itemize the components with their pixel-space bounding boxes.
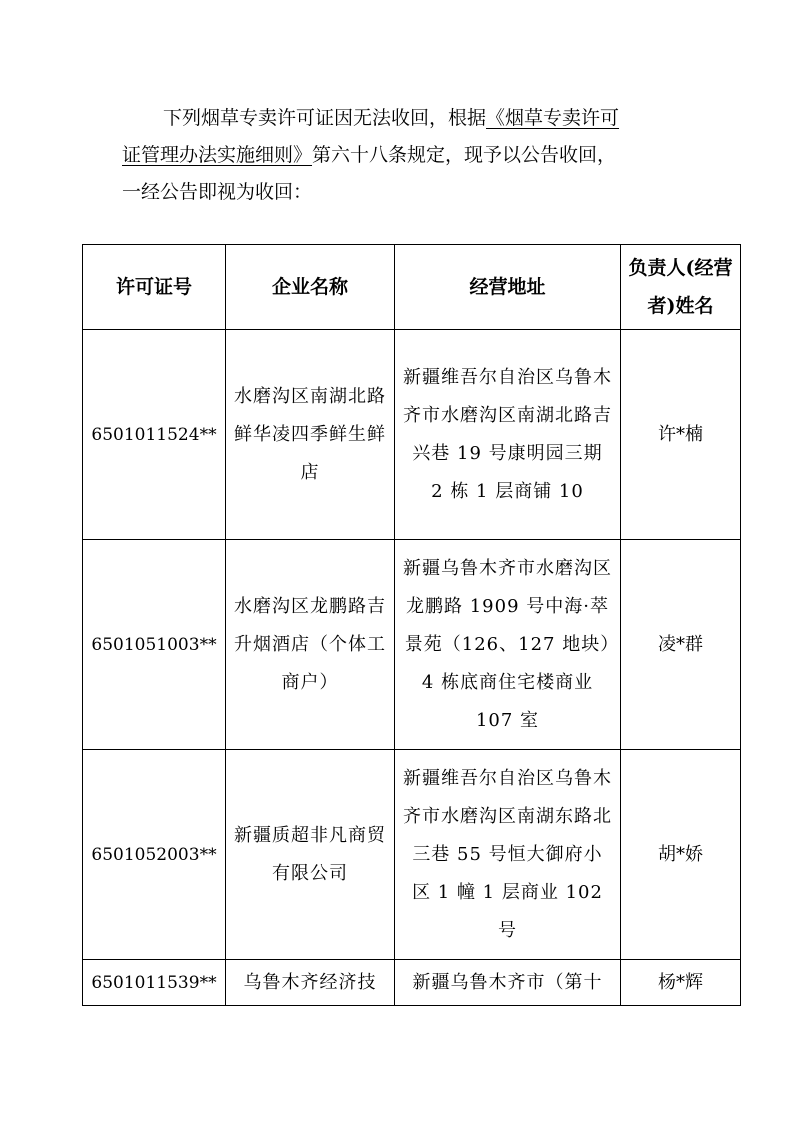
company-name: 水磨沟区龙鹏路吉升烟酒店（个体工商户） — [226, 540, 395, 750]
intro-line-1 — [122, 100, 682, 137]
intro-line-3 — [122, 174, 682, 211]
license-number: 6501051003** — [83, 540, 226, 750]
person-name: 杨*辉 — [621, 960, 741, 1006]
intro-line-2 — [122, 137, 682, 174]
header-company-name: 企业名称 — [226, 245, 395, 330]
header-address: 经营地址 — [395, 245, 621, 330]
company-name: 水磨沟区南湖北路鲜华凌四季鲜生鲜店 — [226, 330, 395, 540]
company-name: 新疆质超非凡商贸有限公司 — [226, 750, 395, 960]
table-header-row — [83, 245, 741, 330]
header-person-name: 负责人(经营者)姓名 — [621, 245, 741, 330]
license-number: 6501011539** — [83, 960, 226, 1006]
business-address: 新疆维吾尔自治区乌鲁木齐市水磨沟区南湖东路北三巷 55 号恒大御府小区 1 幢 1 层商业 102 号 — [395, 750, 621, 960]
regulation-title-part1: 《烟草专卖许可 — [486, 107, 620, 129]
person-name: 许*楠 — [621, 330, 741, 540]
header-license-number: 许可证号 — [83, 245, 226, 330]
license-number: 6501011524** — [83, 330, 226, 540]
company-name: 乌鲁木齐经济技 — [226, 960, 395, 1006]
table-row — [83, 330, 741, 540]
table-row — [83, 960, 741, 1006]
business-address: 新疆维吾尔自治区乌鲁木齐市水磨沟区南湖北路吉兴巷 19 号康明园三期 2 栋 1 层商铺 10 — [395, 330, 621, 540]
regulation-title-part2: 证管理办法实施细则》 — [122, 144, 313, 166]
table-row — [83, 540, 741, 750]
license-table — [82, 244, 741, 1006]
person-name: 凌*群 — [621, 540, 741, 750]
license-number: 6501052003** — [83, 750, 226, 960]
business-address: 新疆乌鲁木齐市水磨沟区龙鹏路 1909 号中海·萃景苑（126、127 地块）4 栋底商住宅楼商业 107 室 — [395, 540, 621, 750]
intro-text: 第六十八条规定，现予以公告收回， — [312, 144, 617, 166]
person-name: 胡*娇 — [621, 750, 741, 960]
table-row — [83, 750, 741, 960]
intro-text: 下列烟草专卖许可证因无法收回，根据 — [163, 107, 487, 129]
notice-intro — [122, 100, 682, 211]
intro-text: 一经公告即视为收回： — [122, 181, 313, 203]
business-address: 新疆乌鲁木齐市（第十 — [395, 960, 621, 1006]
